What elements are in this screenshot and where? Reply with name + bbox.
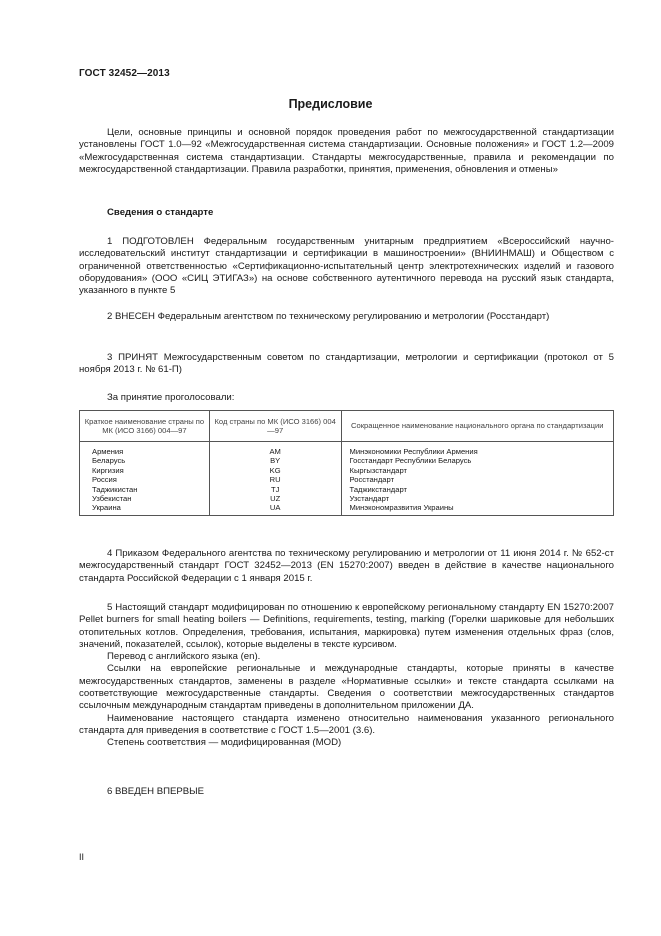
cell-country: Россия xyxy=(80,475,210,484)
cell-code: UZ xyxy=(209,494,341,503)
item-5-main: 5 Настоящий стандарт модифицирован по отношению к европейскому региональному стандарту EN 15270:2007 Pellet burners for small heating boilers — Definitions, requirements, testing, marking (Горелки шариковые для небольших отопительных котлов. Определения, требования, испытания, маркировка) путем изменения отдельных фраз (слов, значений, показателей, ссылок), которые выделены в тексте курсивом. xyxy=(79,602,614,650)
cell-body: Кыргызстандарт xyxy=(341,466,613,475)
document-header: ГОСТ 32452—2013 xyxy=(79,68,170,79)
table-row xyxy=(80,442,614,457)
cell-country: Узбекистан xyxy=(80,494,210,503)
voting-table xyxy=(79,410,614,516)
cell-country: Таджикистан xyxy=(80,485,210,494)
item-6: 6 ВВЕДЕН ВПЕРВЫЕ xyxy=(107,786,205,797)
table-row xyxy=(80,503,614,515)
column-header-country: Краткое наименование страны по МК (ИСО 3166) 004—97 xyxy=(80,411,210,442)
table-header-row xyxy=(80,411,614,442)
item-1: 1 ПОДГОТОВЛЕН Федеральным государственным унитарным предприятием «Всероссийский научно-исследовательский институт стандартизации и сертификации в машиностроении» (ВНИИНМАШ) и Обществом с ограниченной ответственностью «Сертификационно-испытательный центр электротехнических изделий и газового оборудования» (ООО «СИЦ ЭТИГАЗ») на основе собственного аутентичного перевода на русский язык стандарта, указанного в пункте 5 xyxy=(79,236,614,297)
item-3: 3 ПРИНЯТ Межгосударственным советом по стандартизации, метрологии и сертификации (протокол от 5 ноября 2013 г. № 61-П) xyxy=(79,352,614,376)
column-header-body: Сокращенное наименование национального органа по стандартизации xyxy=(341,411,613,442)
table-row xyxy=(80,494,614,503)
cell-code: UA xyxy=(209,503,341,515)
table-row xyxy=(80,475,614,484)
item-5-conformity: Степень соответствия — модифицированная (MOD) xyxy=(107,737,342,749)
cell-body: Узстандарт xyxy=(341,494,613,503)
item-5-translation: Перевод с английского языка (en). xyxy=(107,651,261,663)
item-5-name-change: Наименование настоящего стандарта изменено относительно наименования указанного регионального стандарта для приведения в соответствие с ГОСТ 1.5—2001 (3.6). xyxy=(79,712,614,736)
item-5-references: Ссылки на европейские региональные и международные стандарты, которые приняты в качестве межгосударственных стандартов, заменены в разделе «Нормативные ссылки» и тексте стандарта ссылками на соответствующие межгосударственные стандарты. Сведения о соответствии межгосударственных стандартов ссылочным международным стандартам приведены в дополнительном приложении ДА. xyxy=(79,663,614,712)
cell-country: Беларусь xyxy=(80,456,210,465)
column-header-code: Код страны по МК (ИСО 3166) 004—97 xyxy=(209,411,341,442)
cell-country: Украина xyxy=(80,503,210,515)
vote-intro: За принятие проголосовали: xyxy=(107,392,235,403)
item-5 xyxy=(79,602,614,750)
table-row xyxy=(80,485,614,494)
cell-code: KG xyxy=(209,466,341,475)
cell-code: RU xyxy=(209,475,341,484)
item-4: 4 Приказом Федерального агентства по техническому регулированию и метрологии от 11 июня 2014 г. № 652-ст межгосударственный стандарт ГОСТ 32452—2013 (EN 15270:2007) введен в действие в качестве национального стандарта Российской Федерации с 1 января 2015 г. xyxy=(79,548,614,584)
cell-country: Армения xyxy=(80,442,210,457)
cell-body: Минэкономразвития Украины xyxy=(341,503,613,515)
cell-code: TJ xyxy=(209,485,341,494)
cell-country: Киргизия xyxy=(80,466,210,475)
cell-body: Росстандарт xyxy=(341,475,613,484)
intro-paragraph: Цели, основные принципы и основной порядок проведения работ по межгосударственной стандартизации установлены ГОСТ 1.0—92 «Межгосударственная система стандартизации. Основные положения» и ГОСТ 1.2—2009 «Межгосударственная система стандартизации. Стандарты межгосударственные, правила и рекомендации по межгосударственной стандартизации. Правила разработки, принятия, применения, обновления и отмены» xyxy=(79,127,614,175)
table-row xyxy=(80,466,614,475)
cell-code: AM xyxy=(209,442,341,457)
cell-body: Госстандарт Республики Беларусь xyxy=(341,456,613,465)
cell-code: BY xyxy=(209,456,341,465)
cell-body: Таджикстандарт xyxy=(341,485,613,494)
page-title: Предисловие xyxy=(288,97,373,111)
info-heading: Сведения о стандарте xyxy=(107,207,214,218)
cell-body: Минэкономики Республики Армения xyxy=(341,442,613,457)
page-number: II xyxy=(79,852,85,862)
item-2: 2 ВНЕСЕН Федеральным агентством по техническому регулированию и метрологии (Росстандарт) xyxy=(107,311,550,322)
table-row xyxy=(80,456,614,465)
